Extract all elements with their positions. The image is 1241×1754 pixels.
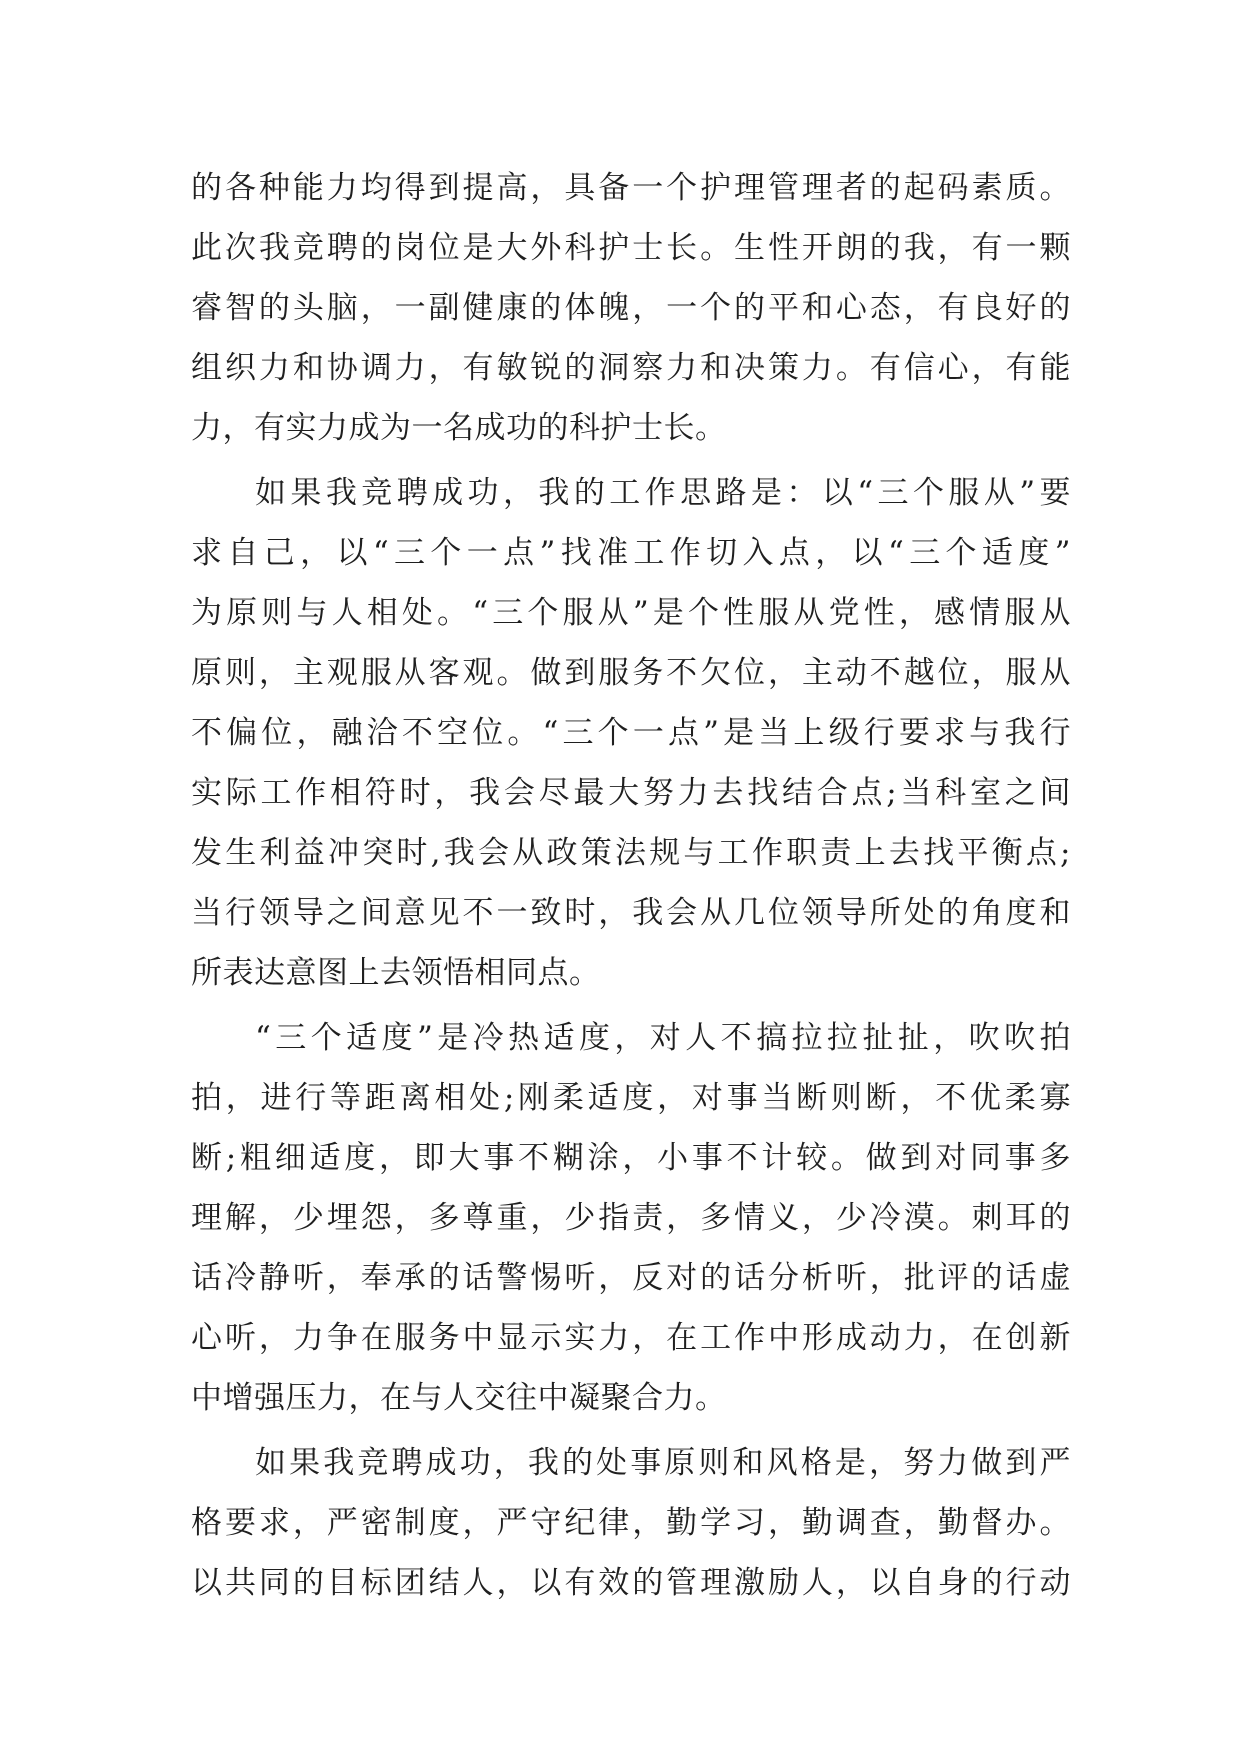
text-line: 的各种能力均得到提高，具备一个护理管理者的起码素质。	[191, 170, 1071, 206]
text-line: 话冷静听，奉承的话警惕听，反对的话分析听，批评的话虚	[191, 1260, 1071, 1296]
body-text	[191, 158, 1071, 1613]
text-line: 拍，进行等距离相处;刚柔适度，对事当断则断，不优柔寡	[191, 1080, 1071, 1116]
text-line: 心听，力争在服务中显示实力，在工作中形成动力，在创新	[191, 1320, 1071, 1356]
text-line: 发生利益冲突时,我会从政策法规与工作职责上去找平衡点;	[191, 835, 1071, 871]
text-line: 所表达意图上去领悟相同点。	[191, 955, 601, 991]
paragraph-start-line: 如果我竞聘成功，我的处事原则和风格是，努力做到严	[255, 1445, 1071, 1481]
text-line: 原则，主观服从客观。做到服务不欠位，主动不越位，服从	[191, 655, 1071, 691]
text-line: 断;粗细适度，即大事不糊涂，小事不计较。做到对同事多	[191, 1140, 1071, 1176]
text-line: 格要求，严密制度，严守纪律，勤学习，勤调查，勤督办。	[191, 1505, 1071, 1541]
text-line: 求自己，以“三个一点”找准工作切入点，以“三个适度”	[191, 535, 1071, 571]
text-line: 理解，少埋怨，多尊重，少指责，多情义，少冷漠。刺耳的	[191, 1200, 1071, 1236]
text-line: 力，有实力成为一名成功的科护士长。	[191, 410, 727, 446]
text-line: 睿智的头脑，一副健康的体魄，一个的平和心态，有良好的	[191, 290, 1071, 326]
text-line: 不偏位，融洽不空位。“三个一点”是当上级行要求与我行	[191, 715, 1071, 751]
text-line: 组织力和协调力，有敏锐的洞察力和决策力。有信心，有能	[191, 350, 1071, 386]
text-line: 为原则与人相处。“三个服从”是个性服从党性，感情服从	[191, 595, 1071, 631]
paragraph-start-line: “三个适度”是冷热适度，对人不搞拉拉扯扯，吹吹拍	[255, 1020, 1071, 1056]
paragraph-start-line: 如果我竞聘成功，我的工作思路是：以“三个服从”要	[255, 475, 1071, 511]
text-line: 当行领导之间意见不一致时，我会从几位领导所处的角度和	[191, 895, 1071, 931]
text-line: 中增强压力，在与人交往中凝聚合力。	[191, 1380, 727, 1416]
text-line: 此次我竞聘的岗位是大外科护士长。生性开朗的我，有一颗	[191, 230, 1071, 266]
text-line: 实际工作相符时，我会尽最大努力去找结合点;当科室之间	[191, 775, 1071, 811]
text-line: 以共同的目标团结人，以有效的管理激励人，以自身的行动	[191, 1565, 1071, 1601]
